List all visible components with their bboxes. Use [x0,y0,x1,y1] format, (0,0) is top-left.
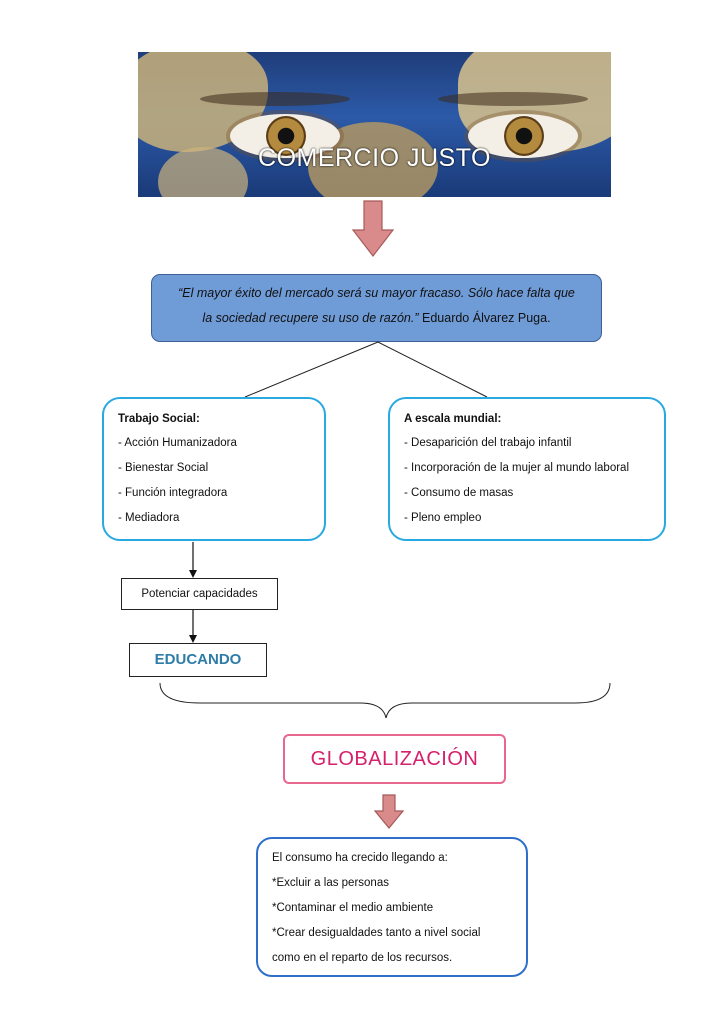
consumo-line: El consumo ha crecido llegando a: [272,852,448,864]
quote-text-2: la sociedad recupere su uso de razón.” [202,311,419,325]
banner-title: COMERCIO JUSTO [258,144,491,172]
educando-box: EDUCANDO [129,643,267,677]
consumo-line: *Excluir a las personas [272,877,389,889]
list-item: - Función integradora [118,487,228,499]
trabajo-social-heading: Trabajo Social: [118,413,200,425]
list-item: - Desaparición del trabajo infantil [404,437,572,449]
potenciar-capacidades-box: Potenciar capacidades [121,578,278,610]
quote-text-1: “El mayor éxito del mercado será su mayor fracaso. Sólo hace falta que [178,286,575,300]
trabajo-social-box [102,397,326,541]
consumo-box [256,837,528,977]
list-item: - Pleno empleo [404,512,482,524]
consumo-line: como en el reparto de los recursos. [272,952,453,964]
escala-mundial-box [388,397,666,541]
down-arrow-icon [374,794,404,830]
consumo-line: *Contaminar el medio ambiente [272,902,434,914]
list-item: - Consumo de masas [404,487,514,499]
list-item: - Mediadora [118,512,180,524]
consumo-line: *Crear desigualdades tanto a nivel social [272,927,481,939]
list-item: - Acción Humanizadora [118,437,237,449]
escala-mundial-heading: A escala mundial: [404,413,502,425]
globalizacion-box: GLOBALIZACIÓN [283,734,506,784]
quote-author: Eduardo Álvarez Puga. [418,311,551,325]
list-item: - Incorporación de la mujer al mundo laboral [404,462,630,474]
list-item: - Bienestar Social [118,462,209,474]
